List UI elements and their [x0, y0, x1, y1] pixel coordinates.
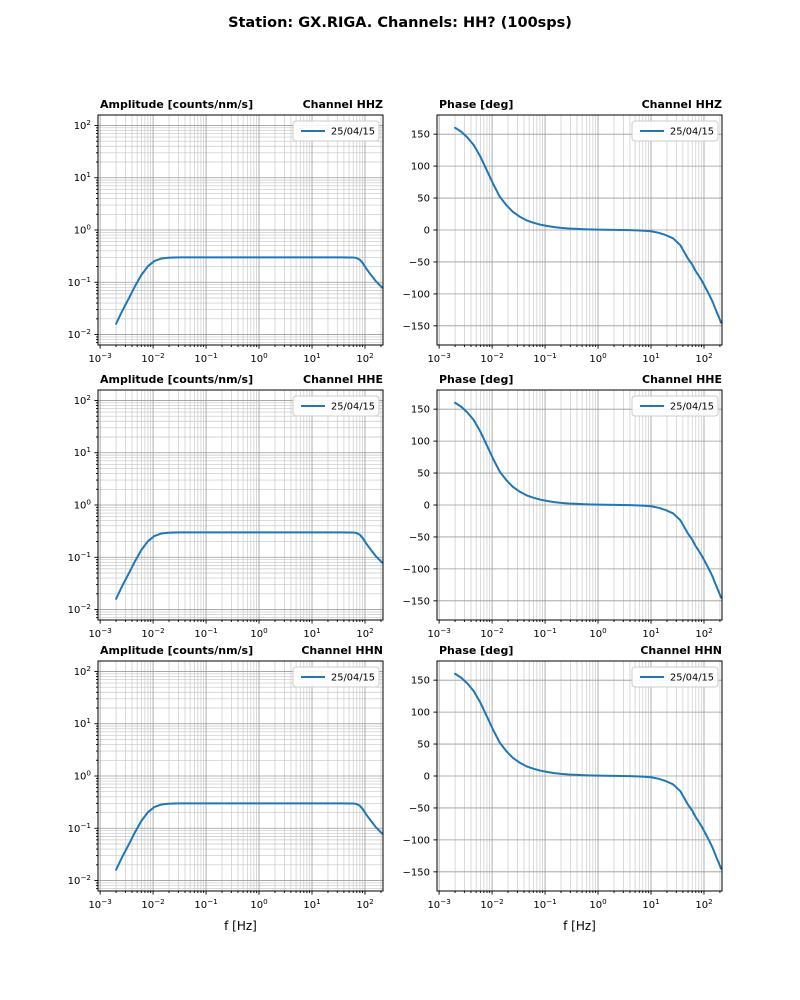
- x-tick-label: $10^{-3}$: [88, 897, 112, 911]
- x-tick-label: $10^1$: [642, 626, 660, 640]
- axis-title-left: Phase [deg]: [439, 644, 514, 657]
- y-tick-label: 50: [417, 468, 430, 480]
- x-tick-labels: [88, 897, 373, 911]
- x-tick-label: $10^{-3}$: [88, 351, 112, 365]
- axis-title-right: Channel HHN: [640, 644, 722, 657]
- y-tick-label: −50: [408, 257, 430, 269]
- y-tick-labels: [68, 664, 92, 887]
- response-curve: [455, 674, 721, 869]
- y-tick-label: $10^2$: [73, 117, 91, 132]
- legend-label: 25/04/15: [670, 401, 714, 413]
- legend: [293, 667, 379, 687]
- x-tick-label: $10^1$: [303, 626, 321, 640]
- grid: [98, 390, 383, 620]
- y-tick-label: $10^{-1}$: [67, 274, 91, 289]
- legend: [632, 396, 718, 416]
- y-tick-label: 0: [423, 225, 430, 237]
- y-tick-label: $10^1$: [73, 716, 91, 731]
- y-tick-labels: [68, 393, 92, 616]
- y-tick-label: $10^{-2}$: [67, 602, 91, 617]
- x-tick-labels: [427, 351, 712, 365]
- x-tick-label: $10^{-2}$: [480, 351, 504, 365]
- x-tick-label: $10^2$: [695, 626, 713, 640]
- x-tick-label: $10^{-1}$: [194, 897, 218, 911]
- x-tick-label: $10^0$: [589, 897, 607, 911]
- y-tick-label: 0: [423, 500, 430, 512]
- y-tick-label: −100: [402, 289, 430, 301]
- axis-title-right: Channel HHN: [301, 644, 383, 657]
- y-tick-label: $10^0$: [73, 768, 91, 783]
- y-tick-label: $10^{-2}$: [67, 873, 91, 888]
- x-tick-labels: [88, 626, 373, 640]
- axis-title-right: Channel HHZ: [641, 98, 722, 111]
- axis-title-right: Channel HHE: [303, 373, 383, 386]
- y-tick-label: $10^0$: [73, 497, 91, 512]
- x-tick-label: $10^0$: [589, 351, 607, 365]
- axis-title-left: Amplitude [counts/nm/s]: [100, 98, 254, 111]
- x-tick-label: $10^{-2}$: [141, 351, 165, 365]
- x-tick-labels: [427, 897, 712, 911]
- x-tick-label: $10^{-1}$: [533, 626, 557, 640]
- x-tick-labels: [88, 351, 373, 365]
- x-tick-label: $10^{-3}$: [427, 897, 451, 911]
- axis-title-left: Phase [deg]: [439, 98, 514, 111]
- subplot-hhn-phase: [403, 644, 722, 933]
- y-tick-labels: [403, 130, 430, 333]
- y-tick-label: $10^{-2}$: [67, 327, 91, 342]
- subplot-hhz-amplitude: [68, 98, 383, 365]
- y-tick-label: 50: [417, 739, 430, 751]
- x-tick-label: $10^{-1}$: [194, 351, 218, 365]
- y-tick-label: −100: [402, 564, 430, 576]
- axis-title-right: Channel HHE: [642, 373, 722, 386]
- y-tick-label: −150: [402, 321, 430, 333]
- x-tick-label: $10^2$: [695, 897, 713, 911]
- x-tick-label: $10^{-2}$: [480, 626, 504, 640]
- y-tick-label: $10^2$: [73, 663, 91, 678]
- legend-label: 25/04/15: [670, 126, 714, 138]
- x-tick-label: $10^1$: [642, 897, 660, 911]
- x-tick-label: $10^{-3}$: [427, 626, 451, 640]
- y-tick-labels: [403, 676, 430, 879]
- y-tick-label: 150: [410, 404, 430, 416]
- y-tick-label: −150: [402, 596, 430, 608]
- axis-title-left: Amplitude [counts/nm/s]: [100, 644, 254, 657]
- subplot-hhe-amplitude: [68, 373, 383, 640]
- y-tick-label: 50: [417, 193, 430, 205]
- legend: [293, 396, 379, 416]
- x-tick-label: $10^{-1}$: [533, 897, 557, 911]
- grid: [98, 115, 383, 345]
- x-tick-label: $10^1$: [642, 351, 660, 365]
- legend-label: 25/04/15: [670, 672, 714, 684]
- x-tick-label: $10^2$: [356, 626, 374, 640]
- x-axis-label: f [Hz]: [224, 919, 257, 933]
- y-tick-label: $10^2$: [73, 392, 91, 407]
- x-tick-label: $10^{-3}$: [427, 351, 451, 365]
- legend-label: 25/04/15: [331, 401, 375, 413]
- x-tick-label: $10^2$: [695, 351, 713, 365]
- response-curve: [455, 403, 721, 598]
- subplot-hhz-phase: [403, 98, 722, 365]
- x-tick-label: $10^2$: [356, 897, 374, 911]
- y-tick-label: $10^{-1}$: [67, 549, 91, 564]
- y-tick-label: −50: [408, 532, 430, 544]
- grid: [98, 661, 383, 891]
- x-tick-label: $10^1$: [303, 351, 321, 365]
- axis-title-left: Amplitude [counts/nm/s]: [100, 373, 254, 386]
- response-curve: [455, 128, 721, 323]
- y-tick-label: −150: [402, 867, 430, 879]
- x-tick-label: $10^{-2}$: [141, 897, 165, 911]
- y-tick-label: $10^{-1}$: [67, 820, 91, 835]
- x-tick-labels: [427, 626, 712, 640]
- x-tick-label: $10^{-2}$: [141, 626, 165, 640]
- x-tick-label: $10^0$: [589, 626, 607, 640]
- y-tick-label: 150: [410, 675, 430, 687]
- axis-title-left: Phase [deg]: [439, 373, 514, 386]
- subplot-hhn-amplitude: [68, 644, 383, 933]
- y-tick-label: 100: [410, 707, 430, 719]
- x-tick-label: $10^2$: [356, 351, 374, 365]
- y-tick-label: 100: [410, 436, 430, 448]
- y-tick-label: 100: [410, 161, 430, 173]
- legend: [632, 121, 718, 141]
- x-tick-label: $10^{-3}$: [88, 626, 112, 640]
- legend: [293, 121, 379, 141]
- x-axis-label: f [Hz]: [563, 919, 596, 933]
- legend-label: 25/04/15: [331, 126, 375, 138]
- y-tick-label: $10^0$: [73, 222, 91, 237]
- y-tick-labels: [403, 405, 430, 608]
- x-tick-label: $10^0$: [250, 897, 268, 911]
- y-tick-label: 150: [410, 129, 430, 141]
- y-tick-label: 0: [423, 771, 430, 783]
- axis-title-right: Channel HHZ: [302, 98, 383, 111]
- y-tick-label: −100: [402, 835, 430, 847]
- x-tick-label: $10^{-1}$: [533, 351, 557, 365]
- x-tick-label: $10^0$: [250, 351, 268, 365]
- figure-suptitle: Station: GX.RIGA. Channels: HH? (100sps): [228, 15, 572, 31]
- y-tick-label: −50: [408, 803, 430, 815]
- subplot-hhe-phase: [403, 373, 722, 640]
- y-tick-labels: [68, 118, 92, 341]
- legend: [632, 667, 718, 687]
- x-tick-label: $10^1$: [303, 897, 321, 911]
- y-tick-label: $10^1$: [73, 445, 91, 460]
- legend-label: 25/04/15: [331, 672, 375, 684]
- y-tick-label: $10^1$: [73, 170, 91, 185]
- x-tick-label: $10^{-2}$: [480, 897, 504, 911]
- x-tick-label: $10^{-1}$: [194, 626, 218, 640]
- x-tick-label: $10^0$: [250, 626, 268, 640]
